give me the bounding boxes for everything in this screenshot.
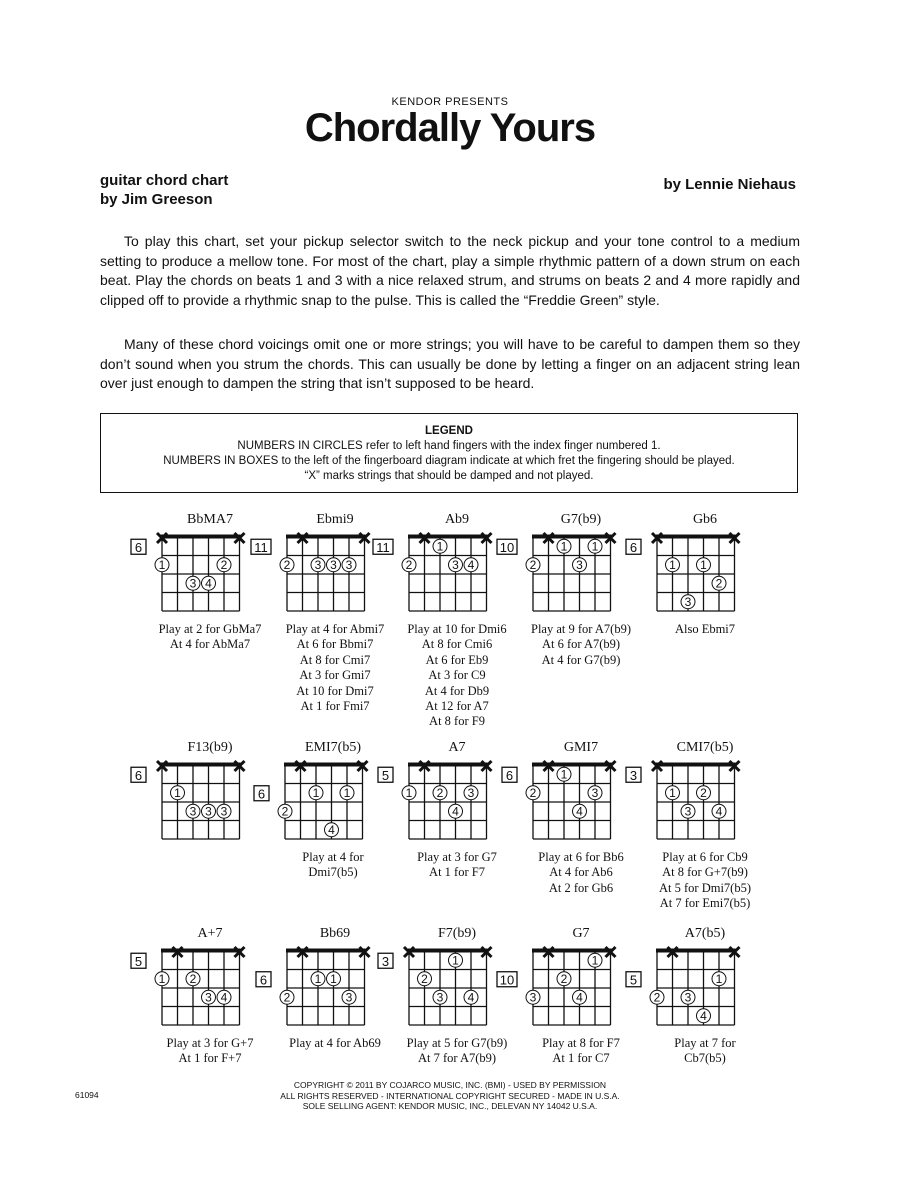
chord-note-line: Play at 3 for G+7	[166, 1036, 254, 1050]
chord-name: Ebmi9	[316, 512, 354, 527]
chord-note-line: At 6 for Bbmi7	[296, 637, 374, 652]
subtitle-line: guitar chord chart	[100, 172, 229, 189]
fret-number: 5	[381, 767, 390, 783]
finger-number: 3	[345, 990, 353, 1005]
finger-number: 3	[189, 804, 197, 819]
finger-number: 3	[345, 558, 353, 573]
finger-number: 3	[436, 990, 444, 1005]
finger-number: 1	[560, 767, 568, 782]
footer-line: SOLE SELLING AGENT: KENDOR MUSIC, INC., DELEVAN NY 14042 U.S.A.	[302, 1101, 598, 1111]
finger-number: 2	[220, 558, 228, 573]
publisher-label: KENDOR PRESENTS	[391, 96, 509, 108]
chord-notes	[620, 622, 790, 637]
finger-number: 2	[529, 558, 537, 573]
fret-number: 5	[629, 972, 638, 988]
chord-note-line: At 7 for Emi7(b5)	[659, 896, 751, 911]
finger-number: 3	[576, 558, 583, 573]
finger-number: 1	[715, 972, 723, 987]
chord-name: G7	[572, 926, 590, 941]
chord-note-line: At 2 for Gb6	[548, 880, 614, 895]
footer-line: ALL RIGHTS RESERVED - INTERNATIONAL COPYRIGHT SECURED - MADE IN U.S.A.	[280, 1090, 620, 1101]
finger-number: 3	[684, 804, 692, 819]
fret-number: 6	[505, 767, 514, 783]
finger-number: 1	[312, 786, 320, 801]
chord-note-line: At 3 for Gmi7	[299, 668, 371, 683]
finger-number: 4	[220, 990, 228, 1005]
fret-number: 3	[381, 953, 390, 969]
nut	[408, 949, 488, 953]
chord-name: CMI7(b5)	[676, 740, 734, 755]
chord-note-line: At 3 for C9	[428, 668, 486, 683]
chord-name: EMI7(b5)	[305, 740, 361, 755]
finger-number: 2	[189, 972, 197, 987]
chord-name: F7(b9)	[437, 926, 477, 941]
chord-note-line: Play at 10 for Dmi6	[407, 622, 507, 636]
fret-number: 6	[257, 786, 266, 802]
finger-number: 4	[700, 1009, 707, 1024]
chord-note-line: Play at 5 for G7(b9)	[406, 1036, 508, 1050]
finger-number: 2	[421, 972, 428, 987]
finger-number: 2	[700, 786, 707, 801]
legend-title: LEGEND	[425, 425, 473, 437]
chord-note-line: At 1 for C7	[552, 1051, 610, 1066]
finger-number: 3	[529, 990, 537, 1005]
fretboard	[620, 926, 800, 1031]
finger-number: 4	[328, 823, 335, 838]
chord-name: Ab9	[444, 512, 470, 527]
finger-number: 4	[467, 990, 475, 1005]
finger-number: 2	[560, 972, 568, 987]
fret-number: 6	[259, 972, 268, 988]
fret-number: 6	[629, 539, 638, 555]
chord-note-line: Play at 6 for Cb9	[662, 850, 748, 864]
chord-note-line: Play at 7 for	[674, 1036, 736, 1050]
chord-note-line: Play at 4 for Ab69	[289, 1036, 381, 1050]
finger-number: 1	[405, 786, 413, 801]
subtitle	[100, 171, 228, 209]
fret-number: 10	[499, 972, 515, 988]
chord-note-line: At 8 for G+7(b9)	[662, 865, 748, 880]
finger-number: 1	[700, 558, 707, 573]
chord-note-line: At 4 for AbMa7	[169, 637, 251, 652]
chord-note-line: Play at 3 for G7	[417, 850, 497, 864]
finger-number: 3	[205, 990, 212, 1005]
finger-number: 4	[715, 804, 723, 819]
chord-note-line: At 12 for A7	[425, 699, 489, 714]
fret-number: 6	[134, 767, 143, 783]
fret-number: 11	[376, 539, 390, 555]
finger-number: 3	[684, 990, 692, 1005]
finger-number: 4	[576, 804, 583, 819]
legend-line: “X” marks strings that should be damped and not played.	[304, 470, 594, 482]
chord-note-line: At 5 for Dmi7(b5)	[659, 880, 751, 895]
footer-line: COPYRIGHT © 2011 BY COJARCO MUSIC, INC. (BMI) - USED BY PERMISSION	[293, 1080, 607, 1090]
finger-number: 2	[283, 558, 291, 573]
chord-note-line: Dmi7(b5)	[308, 865, 358, 880]
nut	[161, 763, 241, 767]
finger-number: 3	[205, 804, 212, 819]
finger-number: 1	[343, 786, 351, 801]
chord-note-line: At 6 for Eb9	[425, 652, 489, 667]
finger-number: 2	[283, 990, 291, 1005]
chord-note-line: Cb7(b5)	[684, 1051, 726, 1066]
finger-number: 1	[158, 972, 166, 987]
finger-number: 4	[576, 990, 583, 1005]
finger-number: 2	[653, 990, 661, 1005]
nut	[656, 535, 736, 539]
page-code: 61094	[75, 1090, 99, 1100]
chord-note-line: Play at 9 for A7(b9)	[531, 622, 631, 636]
finger-number: 1	[669, 786, 676, 801]
chord-name: A7(b5)	[684, 926, 726, 941]
finger-number: 3	[314, 558, 322, 573]
fretboard	[620, 512, 800, 617]
chord-name: F13(b9)	[187, 740, 233, 755]
finger-number: 1	[330, 972, 337, 987]
chord-note-line: At 4 for Ab6	[549, 865, 613, 880]
chord-note-line: At 4 for G7(b9)	[541, 652, 621, 667]
finger-number: 2	[715, 576, 723, 591]
chord-note-line: At 1 for F+7	[178, 1051, 242, 1066]
chord-name: A+7	[197, 926, 223, 941]
chord-note-line: Play at 6 for Bb6	[538, 850, 624, 864]
finger-number: 3	[452, 558, 459, 573]
chord-name: A7	[448, 740, 466, 755]
chord-name: GMI7	[563, 740, 599, 755]
chord-note-line: At 10 for Dmi7	[296, 683, 374, 698]
fret-number: 6	[134, 539, 143, 555]
finger-number: 1	[669, 558, 676, 573]
chord-note-line: At 7 for A7(b9)	[417, 1051, 497, 1066]
finger-number: 1	[314, 972, 322, 987]
chord-note-line: At 1 for F7	[429, 865, 485, 880]
fret-number: 10	[499, 539, 515, 555]
fretboard	[620, 740, 800, 845]
finger-number: 3	[189, 576, 197, 591]
finger-number: 3	[220, 804, 228, 819]
finger-number: 3	[330, 558, 337, 573]
finger-number: 2	[436, 786, 444, 801]
page-title: Chordally Yours	[304, 106, 596, 150]
finger-number: 2	[405, 558, 413, 573]
intro-paragraph-1: To play this chart, set your pickup selector switch to the neck pickup and your tone control to a medium setting to produce a mellow tone. For most of the chart, play a simple rhythmic pattern of a down strum on each beat. Play the chords on beats 1 and 3 with a nice relaxed strum, and strums on beats 2 and 4 more rapidly and clipped off to provide a rhythmic snap to the pulse. This is called the “Freddie Green” style.	[100, 233, 800, 308]
chord-note-line: At 8 for Cmi7	[299, 652, 371, 667]
chord-note-line: Play at 8 for F7	[542, 1036, 620, 1050]
chord-note-line: Also Ebmi7	[674, 622, 736, 636]
finger-number: 1	[436, 539, 444, 554]
chord-name: Bb69	[319, 926, 351, 941]
chord-note-line: Play at 4 for	[302, 850, 364, 864]
intro-paragraph-2: Many of these chord voicings omit one or more strings; you will have to be careful to dampen them so they don’t sound when you strum the chords. This can usually be done by letting a finger on an adjacent string lean over just enough to dampen the string that isn’t supposed to be heard.	[100, 336, 800, 391]
chord-note-line: At 8 for F9	[429, 714, 485, 729]
finger-number: 4	[467, 558, 475, 573]
finger-number: 1	[158, 558, 166, 573]
chord-note-line: Play at 4 for Abmi7	[285, 622, 385, 636]
finger-number: 4	[452, 804, 459, 819]
composer-credit: by Lennie Niehaus	[663, 176, 796, 193]
finger-number: 1	[591, 953, 599, 968]
legend-line: NUMBERS IN CIRCLES refer to left hand fingers with the index finger numbered 1.	[237, 440, 661, 452]
finger-number: 4	[205, 576, 212, 591]
chord-name: G7(b9)	[560, 512, 602, 527]
chord-note-line: At 6 for A7(b9)	[541, 637, 621, 652]
chord-note-line: At 1 for Fmi7	[300, 699, 370, 714]
legend-box	[100, 413, 798, 493]
finger-number: 1	[174, 786, 181, 801]
finger-number: 2	[281, 804, 289, 819]
chord-notes	[620, 1036, 790, 1067]
arranger-credit: by Jim Greeson	[100, 191, 213, 208]
chord-name: Gb6	[692, 512, 718, 527]
finger-number: 3	[684, 595, 692, 610]
chord-notes	[620, 850, 790, 912]
finger-number: 3	[591, 786, 599, 801]
fret-number: 3	[629, 767, 638, 783]
fret-number: 11	[254, 539, 268, 555]
fret-number: 5	[134, 953, 143, 969]
chord-note-line: Play at 2 for GbMa7	[158, 622, 262, 636]
chord-name: BbMA7	[187, 512, 233, 527]
finger-number: 1	[591, 539, 599, 554]
copyright-footer	[0, 1080, 900, 1112]
finger-number: 2	[529, 786, 537, 801]
legend-line: NUMBERS IN BOXES to the left of the fingerboard diagram indicate at which fret the fingering should be played.	[163, 455, 735, 467]
finger-number: 1	[452, 953, 459, 968]
finger-number: 1	[560, 539, 568, 554]
finger-number: 3	[467, 786, 475, 801]
nut	[656, 763, 736, 767]
nut	[161, 535, 241, 539]
chord-note-line: At 4 for Db9	[424, 683, 490, 698]
chord-note-line: At 8 for Cmi6	[421, 637, 493, 652]
